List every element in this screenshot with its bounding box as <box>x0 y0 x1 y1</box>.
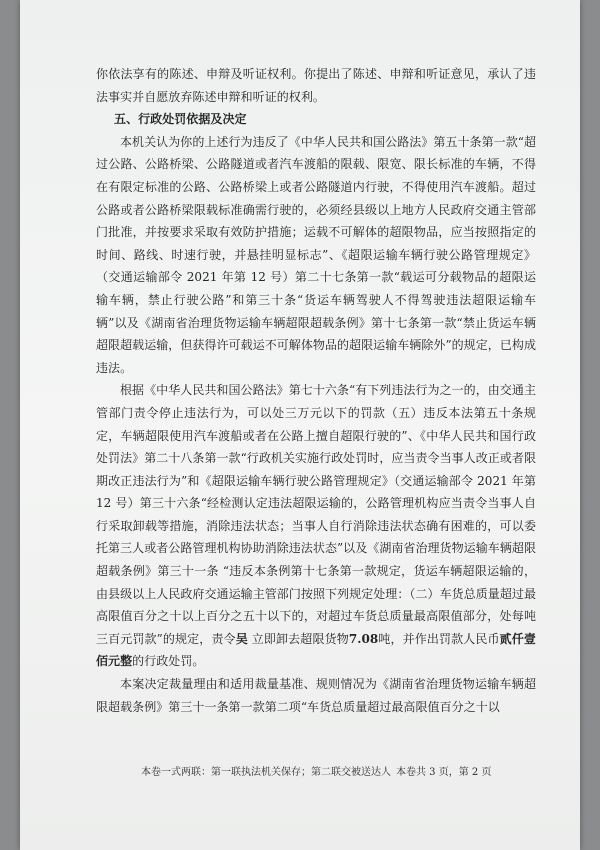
overload-tons: 7.08 <box>348 631 379 646</box>
paragraph-discretion: 本案决定裁量理由和适用裁量基准、规则情况为《湖南省治理货物运输车辆超限超载条例》第三十一条第一款第二项“车货总质量超过最高限值百分之十以 <box>96 677 536 714</box>
document-page <box>20 0 580 850</box>
fine-amount: 贰仟壹佰元整 <box>96 631 536 669</box>
section-heading-penalty-basis: 五、行政处罚依据及决定 <box>114 112 247 127</box>
paragraph-penalty-basis <box>96 379 536 673</box>
footer-page-info: 本卷共 3 页，第 2 页 <box>396 767 492 778</box>
party-name: 吴 <box>235 631 248 646</box>
paragraph-violation: 本机关认为你的上述行为违反了《中华人民共和国公路法》第五十条第一款“超过公路、公路桥梁、公路隧道或者汽车渡船的限载、限宽、限长标准的车辆，不得在有限定标准的公路、公路桥梁上或者公路隧道内行驶，不得使用汽车渡船。超过公路或者公路桥梁限载标准确需行驶的，必须经县级以上地方人民政府交通主管部门批准，并按要求采取有效防护措施；运载不可解体的超限物品，应当按照指定的时间、路线、时速行驶，并悬挂明显标志”、《超限运输车辆行驶公路管理规定》（交通运输部令 2021 年第 12 号）第二十七条第一款“载运可分载物品的超限运输车辆，禁止行驶公路”和第三十条“货运车辆驾驶人不得驾驶违法超限运输车辆”以及《湖南省治理货物运输车辆超限超载条例》第十七条第一款“禁止货运车辆超限超载运输，但获得许可载运不可解体物品的超限运输车辆除外”的规定，已构成违法。 <box>96 134 536 375</box>
unload-text: 立即卸去超限货物 <box>247 631 349 646</box>
paragraph-rights: 你依法享有的陈述、申辩及听证权利。你提出了陈述、申辩和听证意见，承认了违法事实并自愿放弃陈述申辩和听证的权利。 <box>96 67 536 104</box>
penalty-basis-text: 根据《中华人民共和国公路法》第七十六条“有下列违法行为之一的，由交通主管部门责令停止违法行为，可以处三万元以下的罚款（五）违反本法第五十条规定，车辆超限使用汽车渡船或者在公路上擅自超限行驶的”、《中华人民共和国行政处罚法》第二十八条第一款“行政机关实施行政处罚时，应当责令当事人改正或者限期改正违法行为”和《超限运输车辆行驶公路管理规定》（交通运输部令 2021 年第 12 号）第三十六条“经检测认定违法超限运输的，公路管理机构应当责令当事人自行采取卸载等措施，消除违法状态；当事人自行消除违法状态确有困难的，可以委托第三人或者公路管理机构协助消除违法状态”以及《湖南省治理货物运输车辆超限超载条例》第三十一条 “违反本条例第十七条第一款规定，货运车辆超限运输的，由县级以上人民政府交通运输主管部门按照下列规定处理：（二）车货总质量超过最高限值百分之十以上百分之五十以下的，对超过车货总质量最高限值部分，处每吨三百元罚款”的规定，责令 <box>96 383 536 646</box>
penalty-closing-text: 的行政处罚。 <box>132 654 205 669</box>
fine-text: 吨，并作出罚款人民币 <box>378 631 500 646</box>
footer-copies-note: 本卷一式两联：第一联执法机关保存；第二联交被送达人 <box>141 767 391 778</box>
document-body <box>96 63 536 718</box>
